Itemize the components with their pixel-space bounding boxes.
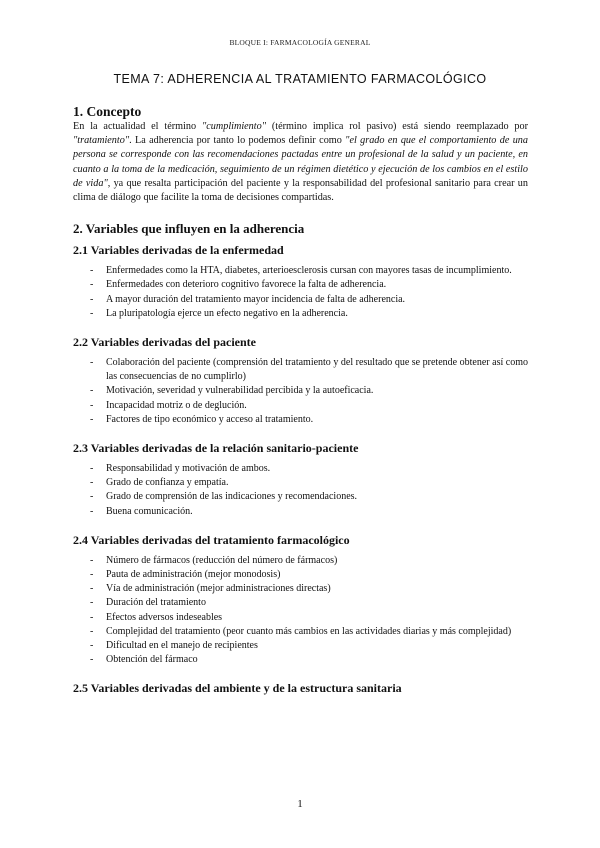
text-run: (término implica rol pasivo) está siendo reemplazado por [265, 121, 528, 132]
document-body [73, 103, 528, 702]
list-item: - Pauta de administración (mejor monodosis) [73, 568, 528, 582]
subsection-heading: 2.3 Variables derivadas de la relación sanitario-paciente [73, 441, 359, 456]
list-item: - La pluripatología ejerce un efecto negativo en la adherencia. [73, 307, 528, 321]
list-item: - Grado de confianza y empatía. [73, 476, 528, 490]
section-heading-variables: 2. Variables que influyen en la adherencia [73, 221, 305, 237]
bullet-list [73, 462, 528, 519]
section-heading-concepto: 1. Concepto [73, 104, 142, 119]
list-item: - Grado de comprensión de las indicaciones y recomendaciones. [73, 490, 528, 504]
list-item: - Enfermedades como la HTA, diabetes, arterioesclerosis cursan con mayores tasas de incumplimiento. [73, 264, 528, 278]
list-item: - Enfermedades con deterioro cognitivo favorece la falta de adherencia. [73, 278, 528, 292]
page-number: 1 [297, 798, 303, 810]
chapter-title: TEMA 7: ADHERENCIA AL TRATAMIENTO FARMACOLÓGICO [113, 72, 487, 86]
list-item: - Responsabilidad y motivación de ambos. [73, 462, 528, 476]
list-item: - Vía de administración (mejor administraciones directas) [73, 582, 528, 596]
list-item: - Motivación, severidad y vulnerabilidad percibida y la autoeficacia. [73, 384, 528, 398]
list-item: - Factores de tipo económico y acceso al tratamiento. [73, 413, 528, 427]
text-run: , ya que resalta participación del paciente y la responsabilidad del profesional sanitario para crear un clima de diálogo que facilite la toma de decisiones compartidas. [73, 177, 528, 204]
subsection-heading: 2.2 Variables derivadas del paciente [73, 335, 257, 350]
list-item: - Complejidad del tratamiento (peor cuanto más cambios en las actividades diarias y más complejidad) [73, 625, 528, 639]
bullet-list [73, 356, 528, 427]
italic-term: "cumplimiento" [201, 121, 266, 132]
list-item: - Obtención del fármaco [73, 653, 528, 667]
bullet-list [73, 554, 528, 668]
list-item: - Dificultad en el manejo de recipientes [73, 639, 528, 653]
subsections-container [73, 243, 528, 696]
intro-paragraph [73, 120, 528, 205]
text-run: En la actualidad el término [73, 121, 202, 132]
list-item: - A mayor duración del tratamiento mayor incidencia de falta de adherencia. [73, 293, 528, 307]
subsection-heading: 2.5 Variables derivadas del ambiente y de la estructura sanitaria [73, 681, 402, 696]
text-run: . La adherencia por tanto lo podemos definir como [129, 135, 346, 147]
list-item: - Número de fármacos (reducción del número de fármacos) [73, 554, 528, 568]
running-header: BLOQUE I: FARMACOLOGÍA GENERAL [229, 38, 371, 47]
list-item: - Colaboración del paciente (comprensión del tratamiento y del resultado que se pretende obtener así como las consecuencias de no cumplirlo) [73, 356, 528, 384]
list-item: - Buena comunicación. [73, 505, 528, 519]
list-item: - Efectos adversos indeseables [73, 611, 528, 625]
bullet-list [73, 264, 528, 321]
list-item: - Duración del tratamiento [73, 596, 528, 610]
subsection-heading: 2.4 Variables derivadas del tratamiento farmacológico [73, 532, 350, 547]
list-item: - Incapacidad motriz o de deglución. [73, 399, 528, 413]
italic-term: "tratamiento" [73, 135, 130, 147]
italic-definition: "el grado en que el comportamiento de una persona se corresponde con las recomendaciones pactadas entre un profesional de la salud y un paciente, en cuanto a la toma de la medicación, seguimiento de un régimen dietético y ejecución de los cambios en el estilo de vida" [73, 135, 528, 189]
subsection-heading: 2.1 Variables derivadas de la enfermedad [73, 243, 284, 258]
